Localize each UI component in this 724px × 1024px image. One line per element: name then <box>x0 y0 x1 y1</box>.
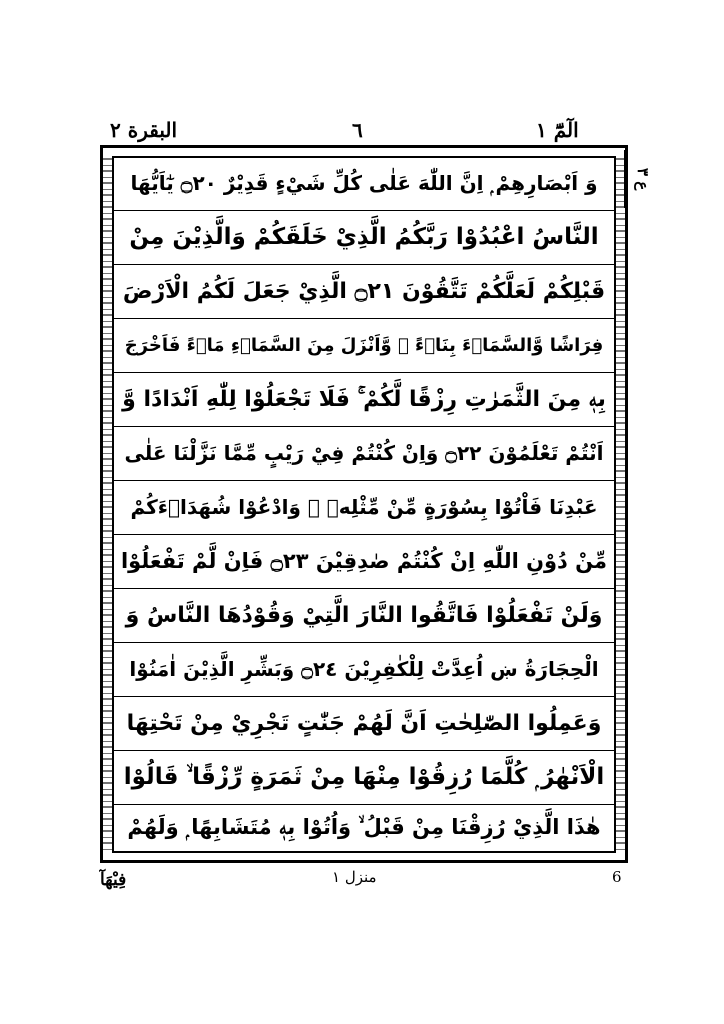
text-line-3: قَبْلِكُمْ لَعَلَّكُمْ تَتَّقُوْنَ ۝٢١ الَّذِيْ جَعَلَ لَكُمُ الْاَرْضَ <box>122 278 606 304</box>
text-line-7: عَبْدِنَا فَاْتُوْا بِسُوْرَةٍ مِّنْ مِّثْلِهٖ ۠ وَادْعُوْا شُهَدَاۗءَكُمْ <box>130 495 598 519</box>
catchword: فِيْهَآ <box>100 870 127 890</box>
page-number-header: ٦ <box>352 118 363 142</box>
text-line-11: وَعَمِلُوا الصّٰلِحٰتِ اَنَّ لَهُمْ جَنّٰتٍ تَجْرِيْ مِنْ تَحْتِهَا <box>126 710 602 736</box>
text-line-6: اَنْتُمْ تَعْلَمُوْنَ ۝٢٢ وَاِنْ كُنْتُمْ فِيْ رَيْبٍ مِّمَّا نَزَّلْنَا عَلٰى <box>124 441 604 465</box>
text-line-2: النَّاسُ اعْبُدُوْا رَبَّكُمُ الَّذِيْ خَلَقَكُمْ وَالَّذِيْنَ مِنْ <box>129 224 599 250</box>
text-line-4: فِرَاشًا وَّالسَّمَاۗءَ بِنَاۗءً ۠ وَّاَنْزَلَ مِنَ السَّمَاۗءِ مَاۗءً فَاَخْرَجَ <box>124 334 604 356</box>
text-line-5: بِهٖ مِنَ الثَّمَرٰتِ رِزْقًا لَّكُمْ ۚ فَلَا تَجْعَلُوْا لِلّٰهِ اَنْدَادًا وَّ <box>122 386 606 412</box>
text-line-12: الْاَنْهٰرُ ۭ كُلَّمَا رُزِقُوْا مِنْهَا مِنْ ثَمَرَةٍ رِّزْقًا ۙ قَالُوْا <box>123 764 605 790</box>
text-line-13: ھٰذَا الَّذِيْ رُزِقْنَا مِنْ قَبْلُ ۙ وَاُتُوْا بِهٖ مُتَشَابِهًا ۭ وَلَهُمْ <box>127 814 601 839</box>
page-number-footer: 6 <box>612 868 622 886</box>
manzil-label: منزل ١ <box>332 868 377 886</box>
frame-ornament-right <box>615 158 625 851</box>
ruku-marker: ع ٣ <box>634 167 652 191</box>
juz-name: الٓمّٓ ١ <box>536 118 579 142</box>
text-line-1: وَ اَبْصَارِهِمْ ۭ اِنَّ اللّٰهَ عَلٰى كُلِّ شَيْءٍ قَدِيْرٌ ۝٢٠ يٰٓاَيُّهَا <box>130 171 598 195</box>
text-line-10: الْحِجَارَةُ ښ اُعِدَّتْ لِلْكٰفِرِيْنَ ۝٢٤ وَبَشِّرِ الَّذِيْنَ اٰمَنُوْا <box>129 657 599 681</box>
surah-name: البقرة ٢ <box>110 118 178 142</box>
text-line-9: وَلَنْ تَفْعَلُوْا فَاتَّقُوا النَّارَ الَّتِيْ وَقُوْدُهَا النَّاسُ وَ <box>125 602 603 628</box>
text-line-8: مِّنْ دُوْنِ اللّٰهِ اِنْ كُنْتُمْ صٰدِقِيْنَ ۝٢٣ فَاِنْ لَّمْ تَفْعَلُوْا <box>120 549 608 573</box>
